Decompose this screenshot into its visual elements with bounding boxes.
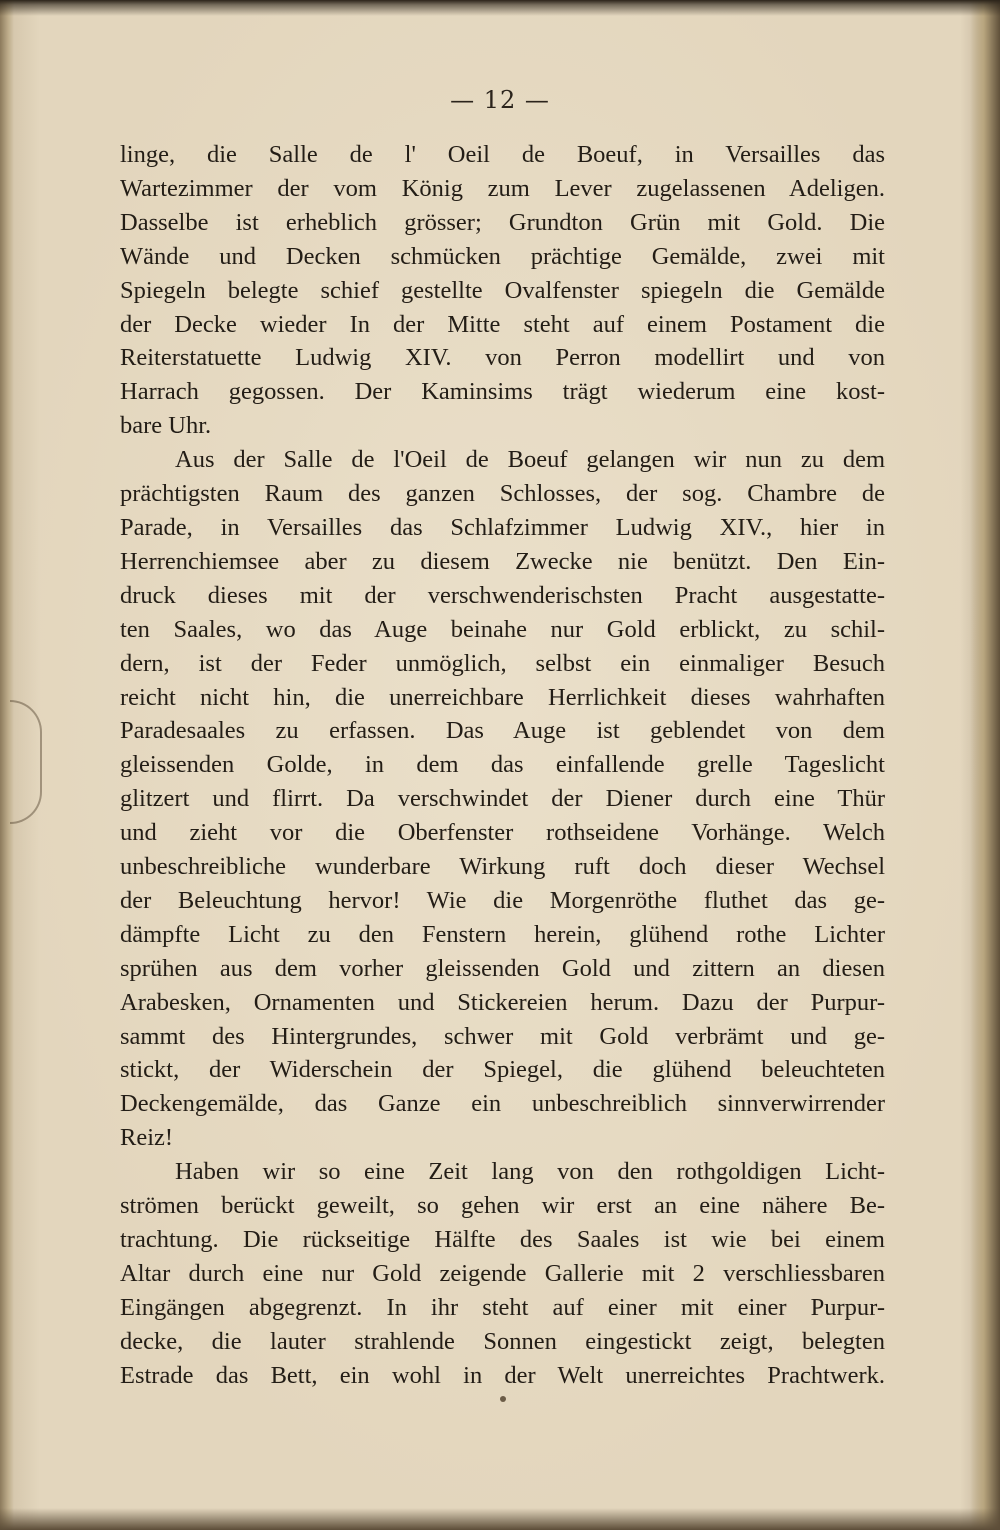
- text-line: dämpfte Licht zu den Fenstern herein, glühend rothe Lichter: [120, 920, 885, 948]
- text-line: dern, ist der Feder unmöglich, selbst ein einmaliger Besuch: [120, 649, 885, 677]
- text-line: linge, die Salle de l' Oeil de Boeuf, in Versailles das: [120, 141, 885, 168]
- text-line: gleissenden Golde, in dem das einfallende grelle Tageslicht: [120, 751, 885, 779]
- text-line: Spiegeln belegte schief gestellte Ovalfenster spiegeln die Gemälde: [120, 276, 885, 304]
- text-line: decke, die lauter strahlende Sonnen eingestickt zeigt, belegten: [120, 1327, 885, 1355]
- text-line: der Beleuchtung hervor! Wie die Morgenröthe fluthet das ge-: [120, 886, 885, 914]
- text-line: Estrade das Bett, ein wohl in der Welt unerreichtes Prachtwerk.: [120, 1361, 885, 1389]
- page-bottom-edge: [0, 1508, 1000, 1530]
- text-line: druck dieses mit der verschwenderischsten Pracht ausgestatte-: [120, 581, 885, 609]
- page-top-edge: [0, 0, 1000, 16]
- ink-speck: [500, 1396, 506, 1402]
- text-line: Arabesken, Ornamenten und Stickereien herum. Dazu der Purpur-: [120, 988, 885, 1016]
- text-line: Haben wir so eine Zeit lang von den rothgoldigen Licht-: [175, 1158, 885, 1186]
- text-line: sprühen aus dem vorher gleissenden Gold und zittern an diesen: [120, 954, 885, 982]
- text-line: Parade, in Versailles das Schlafzimmer Ludwig XIV., hier in: [120, 513, 885, 541]
- text-line: trachtung. Die rückseitige Hälfte des Saales ist wie bei einem: [120, 1226, 885, 1253]
- text-line: strömen berückt geweilt, so gehen wir erst an eine nähere Be-: [120, 1192, 885, 1220]
- text-line: Altar durch eine nur Gold zeigende Gallerie mit 2 verschliessbaren: [120, 1259, 885, 1287]
- text-line: stickt, der Widerschein der Spiegel, die glühend beleuchteten: [120, 1056, 885, 1084]
- text-line: sammt des Hintergrundes, schwer mit Gold verbrämt und ge-: [120, 1022, 885, 1050]
- text-line: prächtigsten Raum des ganzen Schlosses, der sog. Chambre de: [120, 480, 885, 508]
- text-line: Deckengemälde, das Ganze ein unbeschreiblich sinnverwirrender: [120, 1090, 885, 1118]
- text-line: Dasselbe ist erheblich grösser; Grundton Grün mit Gold. Die: [120, 208, 885, 236]
- text-line: Paradesaales zu erfassen. Das Auge ist geblendet von dem: [120, 717, 885, 745]
- text-line: Eingängen abgegrenzt. In ihr steht auf einer mit einer Purpur-: [120, 1293, 885, 1321]
- body-text: [120, 138, 885, 1393]
- text-line: Wände und Decken schmücken prächtige Gemälde, zwei mit: [120, 242, 885, 270]
- page-number: — 12 —: [450, 86, 550, 114]
- text-line: und zieht vor die Oberfenster rothseidene Vorhänge. Welch: [120, 819, 885, 847]
- text-line: unbeschreibliche wunderbare Wirkung ruft doch dieser Wechsel: [120, 853, 885, 881]
- text-line: Aus der Salle de l'Oeil de Boeuf gelangen wir nun zu dem: [175, 446, 885, 474]
- text-line: der Decke wieder In der Mitte steht auf einem Postament die: [120, 310, 885, 338]
- text-line: glitzert und flirrt. Da verschwindet der Diener durch eine Thür: [120, 785, 885, 813]
- text-line: reicht nicht hin, die unerreichbare Herrlichkeit dieses wahrhaften: [120, 683, 885, 711]
- text-line: bare Uhr.: [120, 412, 212, 440]
- text-line: ten Saales, wo das Auge beinahe nur Gold erblickt, zu schil-: [120, 615, 885, 643]
- binding-clip-mark: [10, 700, 42, 824]
- text-line: Reiz!: [120, 1124, 174, 1152]
- text-line: Herrenchiemsee aber zu diesem Zwecke nie benützt. Den Ein-: [120, 547, 885, 575]
- text-line: Harrach gegossen. Der Kaminsims trägt wiederum eine kost-: [120, 378, 885, 406]
- text-line: Wartezimmer der vom König zum Lever zugelassenen Adeligen.: [120, 174, 885, 202]
- page-right-edge: [970, 0, 1000, 1530]
- text-line: Reiterstatuette Ludwig XIV. von Perron modellirt und von: [120, 344, 885, 372]
